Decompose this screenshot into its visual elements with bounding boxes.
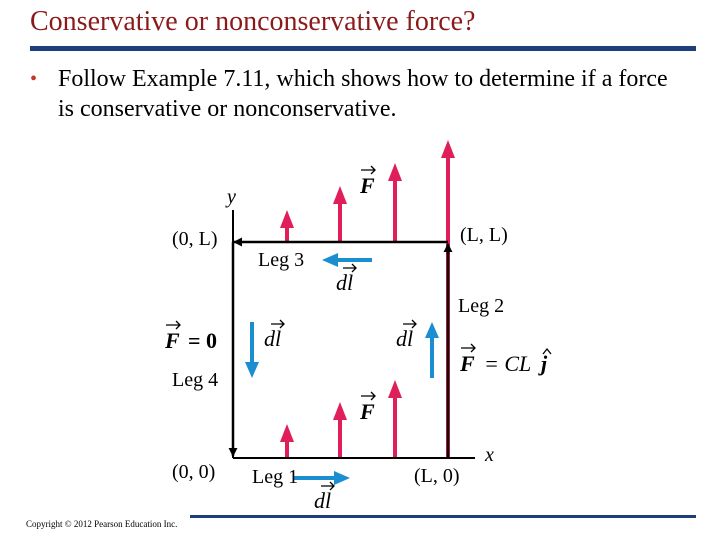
leg-2-label: Leg 2 xyxy=(458,295,505,317)
force-symbol: F xyxy=(165,328,180,353)
arrow-head xyxy=(425,322,439,338)
footer-rule xyxy=(190,515,696,518)
leg-4-label: Leg 4 xyxy=(172,369,219,391)
force-label-top xyxy=(359,166,375,198)
force-expression-label xyxy=(459,344,551,376)
force-arrow xyxy=(333,186,347,242)
force-symbol: F xyxy=(360,173,375,198)
arrow-head xyxy=(333,402,347,420)
leg-3-label: Leg 3 xyxy=(258,249,305,271)
arrow-head xyxy=(441,140,455,158)
force-symbol: F xyxy=(360,399,375,424)
y-axis-label: y xyxy=(227,186,236,208)
corner-top-right-label: (L, L) xyxy=(460,224,508,246)
dl-symbol: dl xyxy=(396,326,414,351)
slide-title: Conservative or nonconservative force? xyxy=(30,6,476,37)
bullet-text: Follow Example 7.11, which shows how to determine if a force is conservative or nonconservative. xyxy=(58,66,668,122)
corner-bottom-left-label: (0, 0) xyxy=(172,461,216,483)
dl-label-leg3 xyxy=(336,264,356,295)
dl-arrow-leg3 xyxy=(322,253,372,267)
leg-1-label: Leg 1 xyxy=(252,466,299,488)
unit-vector-j: j xyxy=(541,351,548,376)
dl-label-leg2 xyxy=(396,320,416,351)
arrow-head xyxy=(322,253,338,267)
force-arrow xyxy=(388,163,402,242)
force-arrow xyxy=(333,402,347,458)
x-axis-label: x xyxy=(485,444,494,466)
arrow-head xyxy=(280,210,294,228)
dl-symbol: dl xyxy=(314,488,332,513)
corner-top-left-label: (0, L) xyxy=(172,228,218,250)
force-symbol: F xyxy=(460,351,475,376)
dl-arrow-leg4 xyxy=(245,322,259,378)
force-arrow xyxy=(280,210,294,242)
dl-label-leg1 xyxy=(314,482,334,513)
dl-label-leg4 xyxy=(264,320,284,351)
force-zero-equation: = 0 xyxy=(188,328,218,353)
force-expression: = CL xyxy=(484,351,532,376)
arrow-head xyxy=(245,362,259,378)
force-label-bottom xyxy=(359,392,375,424)
force-zero-label xyxy=(164,321,217,353)
force-arrow xyxy=(388,380,402,458)
arrow-head xyxy=(388,380,402,398)
arrow-head xyxy=(280,424,294,442)
force-arrow xyxy=(280,424,294,458)
arrow-head xyxy=(333,186,347,204)
arrow-head xyxy=(388,163,402,181)
dl-symbol: dl xyxy=(264,326,282,351)
dl-arrow-leg1 xyxy=(294,471,350,485)
arrow-head xyxy=(334,471,350,485)
dl-arrow-leg2 xyxy=(425,322,439,378)
bullet-dot: • xyxy=(30,68,38,90)
copyright-text: Copyright © 2012 Pearson Education Inc. xyxy=(26,519,178,529)
corner-bottom-right-label: (L, 0) xyxy=(414,465,460,487)
dl-symbol: dl xyxy=(336,270,354,295)
